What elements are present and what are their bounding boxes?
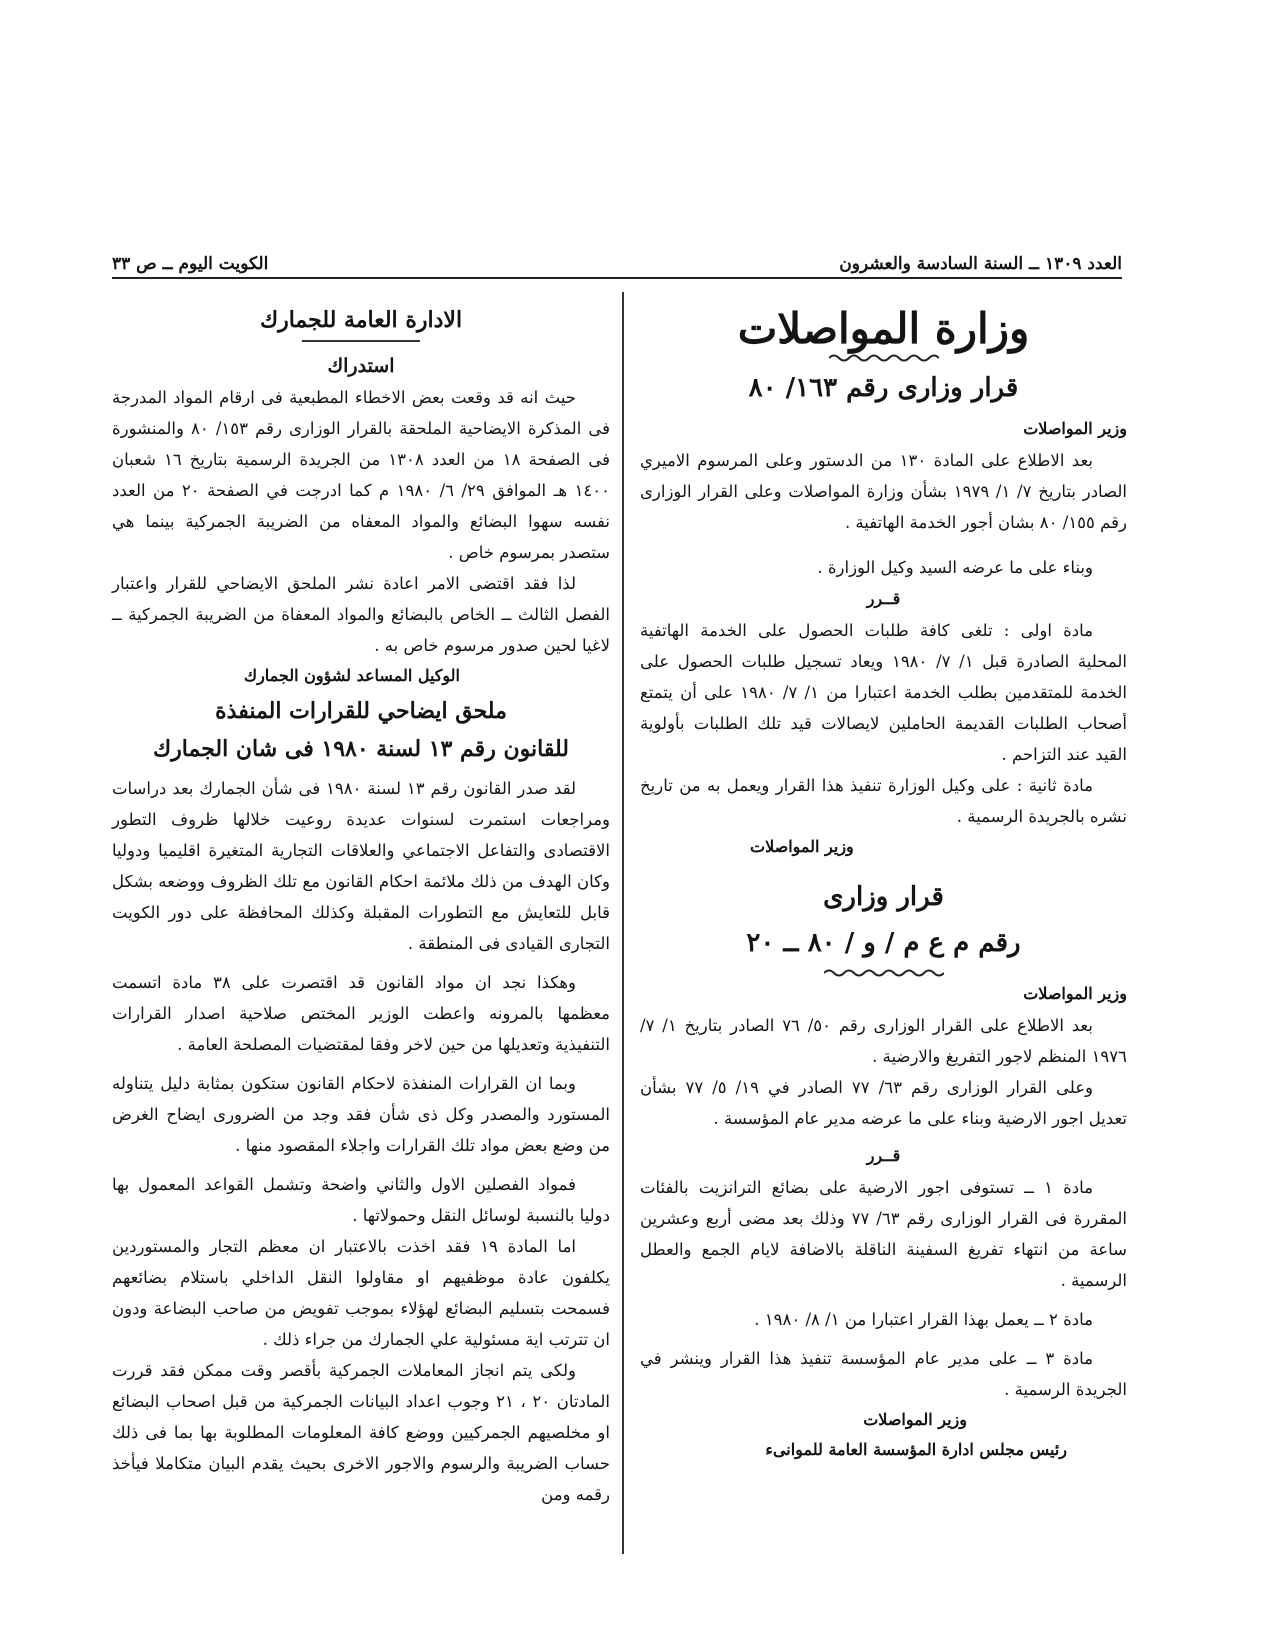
header-publication: الكويت اليوم ــ ص ٣٣: [112, 254, 269, 274]
annex-paragraph-4: فمواد الفصلين الاول والثاني واضحة وتشمل القواعد المعمول بها دوليا بالنسبة لوسائل النقل وحمولاتها .: [112, 1175, 610, 1225]
decision1-issuer: وزير المواصلات: [1023, 419, 1127, 438]
decision2-signature1: وزير المواصلات: [863, 1410, 967, 1429]
title-rule: [302, 340, 420, 344]
decision2-title: قرار وزارى: [823, 882, 944, 912]
annex-paragraph-2: وهكذا نجد ان مواد القانون قد اقتصرت على ٣٨ مادة اتسمت معظمها بالمرونه واعطت الوزير المختص صلاحية اصدار القرارات التنفيذية وتعديلها من حين لاخر وفقا لمقتضيات المصلحة العامة .: [112, 973, 610, 1054]
customs-department-title: الادارة العامة للجمارك: [259, 307, 463, 333]
decision1-signature: وزير المواصلات: [750, 837, 854, 856]
decision2-preamble2: وعلى القرار الوزارى رقم ٦٣/ ٧٧ الصادر في ١٩/ ٥/ ٧٧ بشأن تعديل اجور الارضية وبناء على ما عرضه مدير عام المؤسسة .: [640, 1078, 1127, 1128]
wavy-rule: [829, 353, 939, 363]
decision2-article1: مادة ١ ــ تستوفى اجور الارضية على بضائع الترانزيت بالفئات المقررة فى القرار الوزارى رقم ٦٣/ ٧٧ وذلك بعد مضى أربع وعشرين ساعة من انتهاء تفريغ السفينة الناقلة بالاضافة لايام الجمع والعطل الرسمية .: [640, 1178, 1127, 1290]
decision2-preamble1: بعد الاطلاع على القرار الوزارى رقم ٥٠/ ٧٦ الصادر بتاريخ ١/ ٧/ ١٩٧٦ المنظم لاجور التفريغ والارضية .: [640, 1016, 1127, 1066]
ministry-title: وزارة المواصلات: [737, 304, 1030, 353]
correction-paragraph-2: لذا فقد اقتضى الامر اعادة نشر الملحق الايضاحي للقرار واعتبار الفصل الثالث ــ الخاص بالبضائع والمواد المعفاة من الضريبة الجمركية ــ لاغيا لحين صدور مرسوم خاص به .: [112, 574, 610, 655]
annex-title-line-1: ملحق ايضاحي للقرارات المنفذة: [215, 698, 507, 724]
decision1-title: قرار وزارى رقم ١٦٣/ ٨٠: [748, 373, 1019, 403]
correction-signature: الوكيل المساعد لشؤون الجمارك: [243, 666, 460, 685]
decision1-article2: مادة ثانية : على وكيل الوزارة تنفيذ هذا القرار ويعمل به من تاريخ نشره بالجريدة الرسمية .: [640, 776, 1127, 826]
column-divider: [622, 292, 624, 1554]
decision2-decides: قــرر: [866, 1146, 901, 1165]
annex-paragraph-3: وبما ان القرارات المنفذة لاحكام القانون ستكون بمثابة دليل يتناوله المستورد والمصدر وكل ذى شأن فقد وجد من الضرورى ايضاح الغرض من وضع بعض مواد تلك القرارات واجلاء المقصود منها .: [112, 1074, 610, 1155]
correction-title: استدراك: [327, 355, 395, 377]
decision2-article2: مادة ٢ ــ يعمل بهذا القرار اعتبارا من ١/ ٨/ ١٩٨٠ .: [754, 1310, 1093, 1329]
decision1-basis: وبناء على ما عرضه السيد وكيل الوزارة .: [817, 558, 1093, 577]
header-issue: العدد ١٣٠٩ ــ السنة السادسة والعشرون: [839, 254, 1122, 274]
annex-paragraph-1: لقد صدر القانون رقم ١٣ لسنة ١٩٨٠ فى شأن الجمارك بعد دراسات ومراجعات استمرت لسنوات عديدة روعيت خلالها ظروف التطور الاقتصادى والتفاعل الاجتماعي والعلاقات التجارية المتغيرة اقليميا ودوليا وكان الهدف من ذلك ملائمة احكام القانون مع تلك الظروف ووضعه بشكل قابل للتعايش مع التطورات المقبلة وكذلك المحافظة على دور الكويت التجارى القيادى فى المنطقة .: [112, 779, 610, 953]
correction-paragraph-1: حيث انه قد وقعت بعض الاخطاء المطبعية فى ارقام المواد المدرجة فى المذكرة الايضاحية الملحقة بالقرار الوزارى رقم ١٥٣/ ٨٠ والمنشورة فى الصفحة ١٨ من العدد ١٣٠٨ من الجريدة الرسمية بتاريخ ١٦ شعبان ١٤٠٠ هـ الموافق ٢٩/ ٦/ ١٩٨٠ م كما ادرجت في الصفحة ٢٠ من العدد نفسه سهوا البضائع والمواد المعفاه من الضريبة الجمركية بينما هي ستصدر بمرسوم خاص .: [112, 388, 611, 562]
decision2-article3: مادة ٣ ــ على مدير عام المؤسسة تنفيذ هذا القرار وينشر في الجريدة الرسمية .: [640, 1349, 1127, 1399]
decision2-issuer: وزير المواصلات: [1023, 984, 1127, 1003]
right-column: [640, 300, 1127, 1465]
annex-paragraph-6: ولكى يتم انجاز المعاملات الجمركية بأقصر وقت ممكن فقد قررت المادتان ٢٠ ، ٢١ وجوب اعداد البيانات الجمركية من قبل اصحاب البضائع او مخلصيهم الجمركيين ووضع كافة المعلومات المطلوبة بها بما فى ذلك حساب الضريبة والرسوم والاجور الاخرى بحيث يقدم البيان متكاملا فيأخذ رقمه ومن: [112, 1361, 610, 1504]
wavy-rule: [824, 968, 944, 978]
annex-title-line-2: للقانون رقم ١٣ لسنة ١٩٨٠ فى شان الجمارك: [153, 736, 569, 762]
running-header: [112, 244, 1122, 279]
left-column: [112, 300, 610, 1510]
decision1-preamble: بعد الاطلاع على المادة ١٣٠ من الدستور وعلى المرسوم الاميري الصادر بتاريخ ٧/ ١/ ١٩٧٩ بشأن وزارة المواصلات وعلى القرار الوزارى رقم ١٥٥/ ٨٠ بشان أجور الخدمة الهاتفية .: [640, 451, 1127, 532]
decision1-decides: قــرر: [866, 589, 901, 608]
annex-paragraph-5: اما المادة ١٩ فقد اخذت بالاعتبار ان معظم التجار والمستوردين يكلفون عادة موظفيهم او مقاولوا النقل الداخلي باستلام بضائعهم فسمحت بتسليم البضائع لهؤلاء بموجب تفويض من صاحب البضاعة ودون ان تترتب اية مسئولية علي الجمارك من جراء ذلك .: [112, 1237, 610, 1349]
decision2-signature2: رئيس مجلس ادارة المؤسسة العامة للموانىء: [765, 1440, 1067, 1459]
decision1-article1: مادة اولى : تلغى كافة طلبات الحصول على الخدمة الهاتفية المحلية الصادرة قبل ١/ ٧/ ١٩٨٠ ويعاد تسجيل طلبات الحصول على الخدمة للمتقدمين بطلب الخدمة اعتبارا من ١/ ٧/ ١٩٨٠ على أن يتمتع أصحاب الطلبات القديمة الحاملين لايصالات قيد تلك الطلبات بأولوية القيد عند التزاحم .: [640, 621, 1127, 764]
decision2-number: رقم م ع م / و / ٨٠ ــ ٢٠: [746, 928, 1021, 958]
